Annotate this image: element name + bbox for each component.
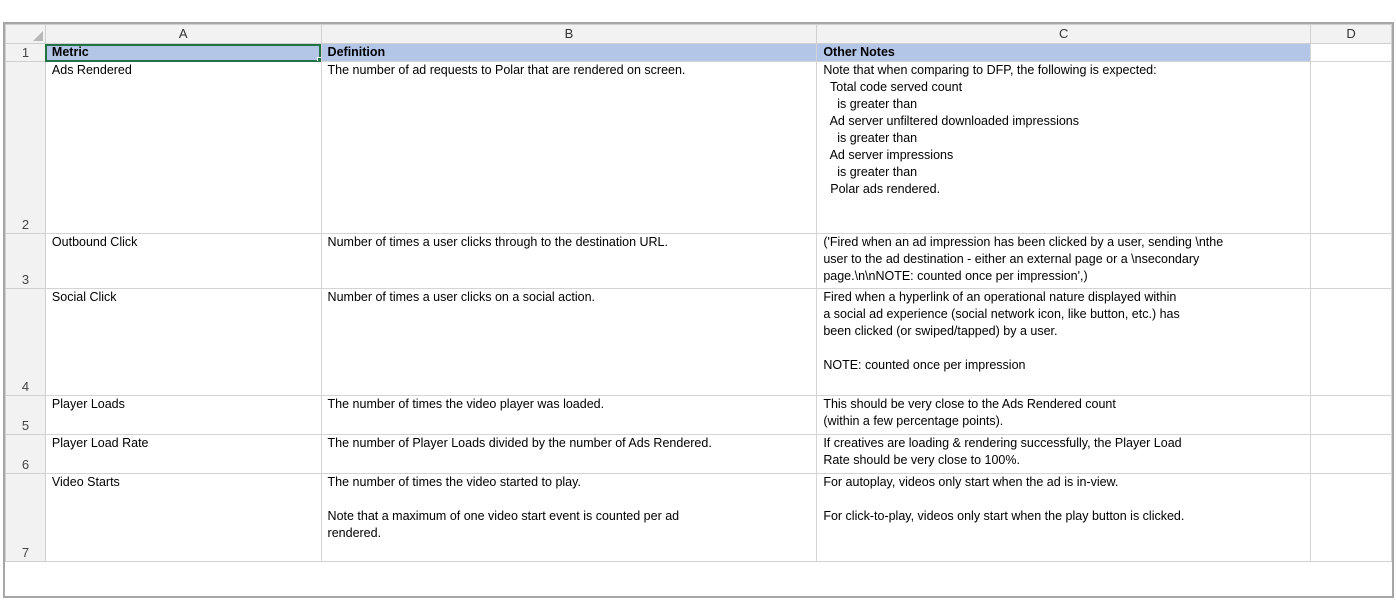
- cell-a4-metric[interactable]: Social Click: [45, 289, 321, 396]
- column-header-d[interactable]: D: [1311, 25, 1392, 44]
- cell-b4-definition[interactable]: Number of times a user clicks on a social action.: [321, 289, 817, 396]
- row-header-4[interactable]: 4: [6, 289, 46, 396]
- cell-d7[interactable]: [1311, 474, 1392, 562]
- cell-a2-metric[interactable]: Ads Rendered: [45, 62, 321, 234]
- cell-c2-notes[interactable]: Note that when comparing to DFP, the following is expected: Total code served count is greater than Ad server unfiltered downloaded impressions is greater than Ad server impressions is greater than Polar ads rendered.: [817, 62, 1311, 234]
- spreadsheet-grid-frame: [3, 22, 1394, 598]
- row-header-5[interactable]: 5: [6, 396, 46, 435]
- cell-c1-notes-header[interactable]: Other Notes: [817, 44, 1311, 62]
- cell-c3-notes[interactable]: ('Fired when an ad impression has been clicked by a user, sending \nthe user to the ad destination - either an external page or a \nsecondary page.\n\nNOTE: counted once per impression',): [817, 234, 1311, 289]
- cell-b2-definition[interactable]: The number of ad requests to Polar that are rendered on screen.: [321, 62, 817, 234]
- cell-c4-notes[interactable]: Fired when a hyperlink of an operational nature displayed within a social ad experience (social network icon, like button, etc.) has been clicked (or swiped/tapped) by a user. NOTE: counted once per impression: [817, 289, 1311, 396]
- spreadsheet-grid: [5, 24, 1392, 562]
- cell-a3-metric[interactable]: Outbound Click: [45, 234, 321, 289]
- cell-a6-metric[interactable]: Player Load Rate: [45, 435, 321, 474]
- cell-b5-definition[interactable]: The number of times the video player was loaded.: [321, 396, 817, 435]
- cell-a7-metric[interactable]: Video Starts: [45, 474, 321, 562]
- cell-d3[interactable]: [1311, 234, 1392, 289]
- cell-d5[interactable]: [1311, 396, 1392, 435]
- cell-b6-definition[interactable]: The number of Player Loads divided by the number of Ads Rendered.: [321, 435, 817, 474]
- row-header-2[interactable]: 2: [6, 62, 46, 234]
- cell-d2[interactable]: [1311, 62, 1392, 234]
- cell-c5-notes[interactable]: This should be very close to the Ads Rendered count (within a few percentage points).: [817, 396, 1311, 435]
- cell-b3-definition[interactable]: Number of times a user clicks through to the destination URL.: [321, 234, 817, 289]
- cell-d1[interactable]: [1311, 44, 1392, 62]
- column-header-c[interactable]: C: [817, 25, 1311, 44]
- cell-c7-notes[interactable]: For autoplay, videos only start when the ad is in-view. For click-to-play, videos only start when the play button is clicked.: [817, 474, 1311, 562]
- row-header-7[interactable]: 7: [6, 474, 46, 562]
- row-header-3[interactable]: 3: [6, 234, 46, 289]
- cell-d4[interactable]: [1311, 289, 1392, 396]
- cell-b1-definition-header[interactable]: Definition: [321, 44, 817, 62]
- row-header-1[interactable]: 1: [6, 44, 46, 62]
- cell-a5-metric[interactable]: Player Loads: [45, 396, 321, 435]
- cell-d6[interactable]: [1311, 435, 1392, 474]
- column-header-a[interactable]: A: [45, 25, 321, 44]
- row-header-6[interactable]: 6: [6, 435, 46, 474]
- cell-b7-definition[interactable]: The number of times the video started to play. Note that a maximum of one video start event is counted per ad rendered.: [321, 474, 817, 562]
- column-header-b[interactable]: B: [321, 25, 817, 44]
- cell-a1-metric-header[interactable]: Metric: [45, 44, 321, 62]
- cell-c6-notes[interactable]: If creatives are loading & rendering successfully, the Player Load Rate should be very close to 100%.: [817, 435, 1311, 474]
- select-all-corner[interactable]: [6, 25, 46, 44]
